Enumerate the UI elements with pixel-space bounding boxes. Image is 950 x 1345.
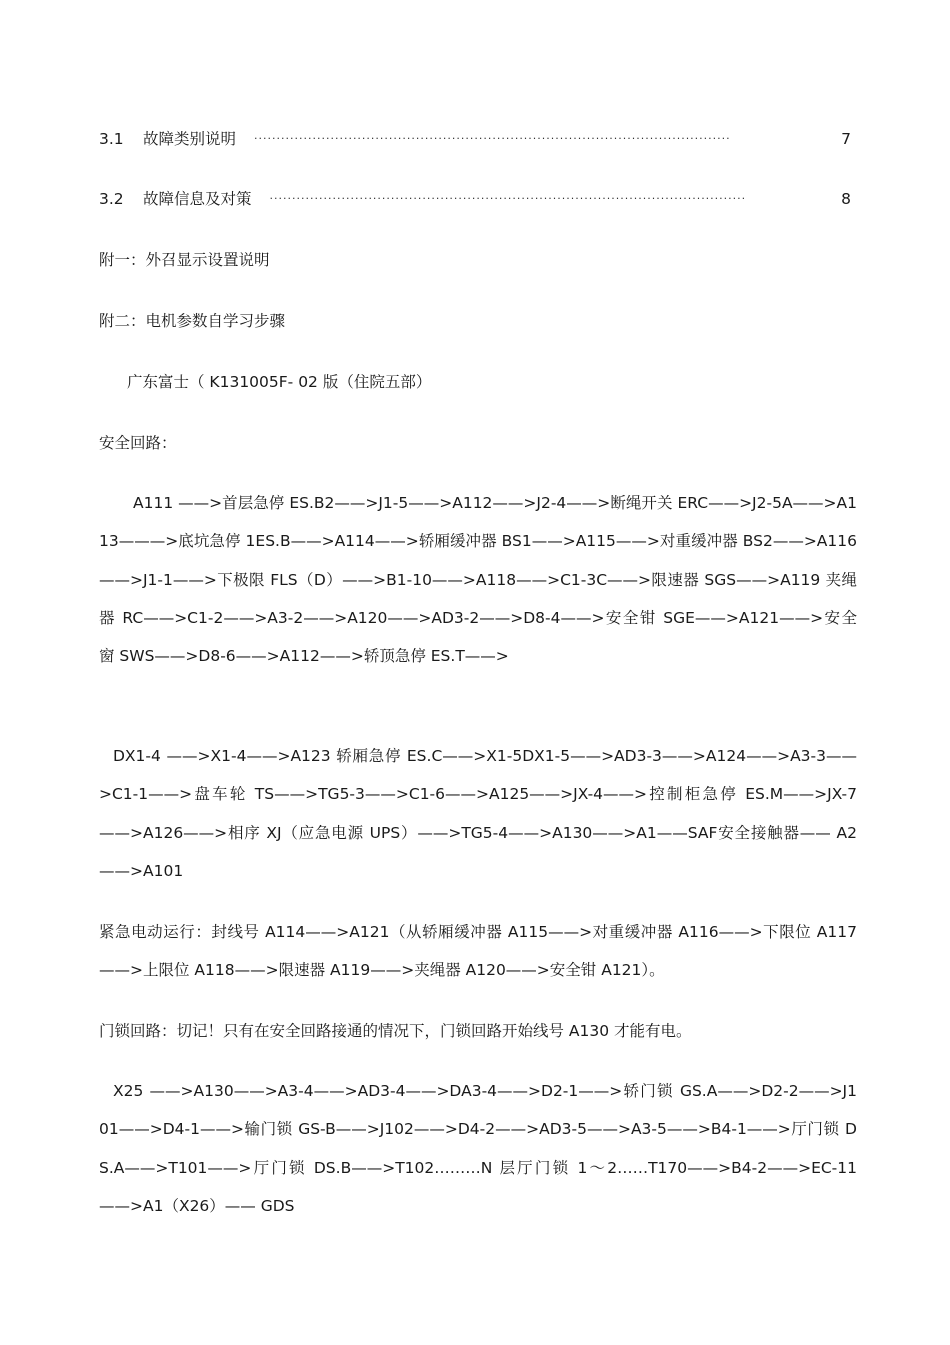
toc-page-number: 7 [841, 130, 851, 148]
appendix-2-line: 附二：电机参数自学习步骤 [99, 312, 286, 330]
safety-circuit-paragraph-2: DX1-4 ——>X1-4——>A123 轿厢急停 ES.C——>X1-5DX1-5——>AD3-3——>A124——>A3-3——>C1-1——>盘车轮 TS——>TG5-3——>C1-6——>A125——>JX-4——>控制柜急停 ES.M——>JX-7——>A126——>相序 XJ（应急电源 UPS）——>TG5-4——>A130——>A1——SAF安全接触器—— A2——>A101 [99, 747, 857, 880]
emergency-electric-operation-paragraph: 紧急电动运行：封线号 A114——>A121（从轿厢缓冲器 A115——>对重缓冲器 A116——>下限位 A117——>上限位 A118——>限速器 A119——>夹绳器 A120——>安全钳 A121）。 [99, 923, 857, 980]
toc-title: 故障信息及对策 [143, 190, 252, 208]
appendix-1-line: 附一：外召显示设置说明 [99, 251, 270, 269]
toc-page-number: 8 [841, 190, 851, 208]
door-lock-circuit-heading: 门锁回路：切记！只有在安全回路接通的情况下，门锁回路开始线号 A130 才能有电。 [99, 1022, 692, 1040]
safety-circuit-heading: 安全回路： [99, 434, 177, 452]
toc-entry-3-2 [99, 187, 851, 211]
toc-number: 3.1 [99, 130, 124, 148]
door-lock-circuit-paragraph: X25 ——>A130——>A3-4——>AD3-4——>DA3-4——>D2-1——>轿门锁 GS.A——>D2-2——>J101——>D4-1——>输门锁 GS-B——>J102——>D4-2——>AD3-5——>A3-5——>B4-1——>厅门锁 DS.A——>T101——>厅门锁 DS.B——>T102………N 层厅门锁 1～2……T170——>B4-2——>EC-11——>A1（X26）—— GDS [99, 1082, 857, 1215]
safety-circuit-paragraph-1: A111 ——>首层急停 ES.B2——>J1-5——>A112——>J2-4——>断绳开关 ERC——>J2-5A——>A113———>底坑急停 1ES.B——>A114——>轿厢缓冲器 BS1——>A115——>对重缓冲器 BS2——>A116——>J1-1——>下极限 FLS（D）——>B1-10——>A118——>C1-3C——>限速器 SGS——>A119 夹绳器 RC——>C1-2——>A3-2——>A120——>AD3-2——>D8-4——>安全钳 SGE——>A121——>安全窗 SWS——>D8-6——>A112——>轿顶急停 ES.T——> [99, 494, 857, 666]
toc-number: 3.2 [99, 190, 124, 208]
toc-leader-dots: ·········································································································· [269, 192, 747, 205]
toc-entry-3-1 [99, 127, 851, 151]
document-subtitle: 广东富士（ K131005F- 02 版（住院五部） [127, 373, 432, 391]
toc-title: 故障类别说明 [143, 130, 237, 148]
toc-leader-dots: ·········································································································· [254, 132, 731, 145]
